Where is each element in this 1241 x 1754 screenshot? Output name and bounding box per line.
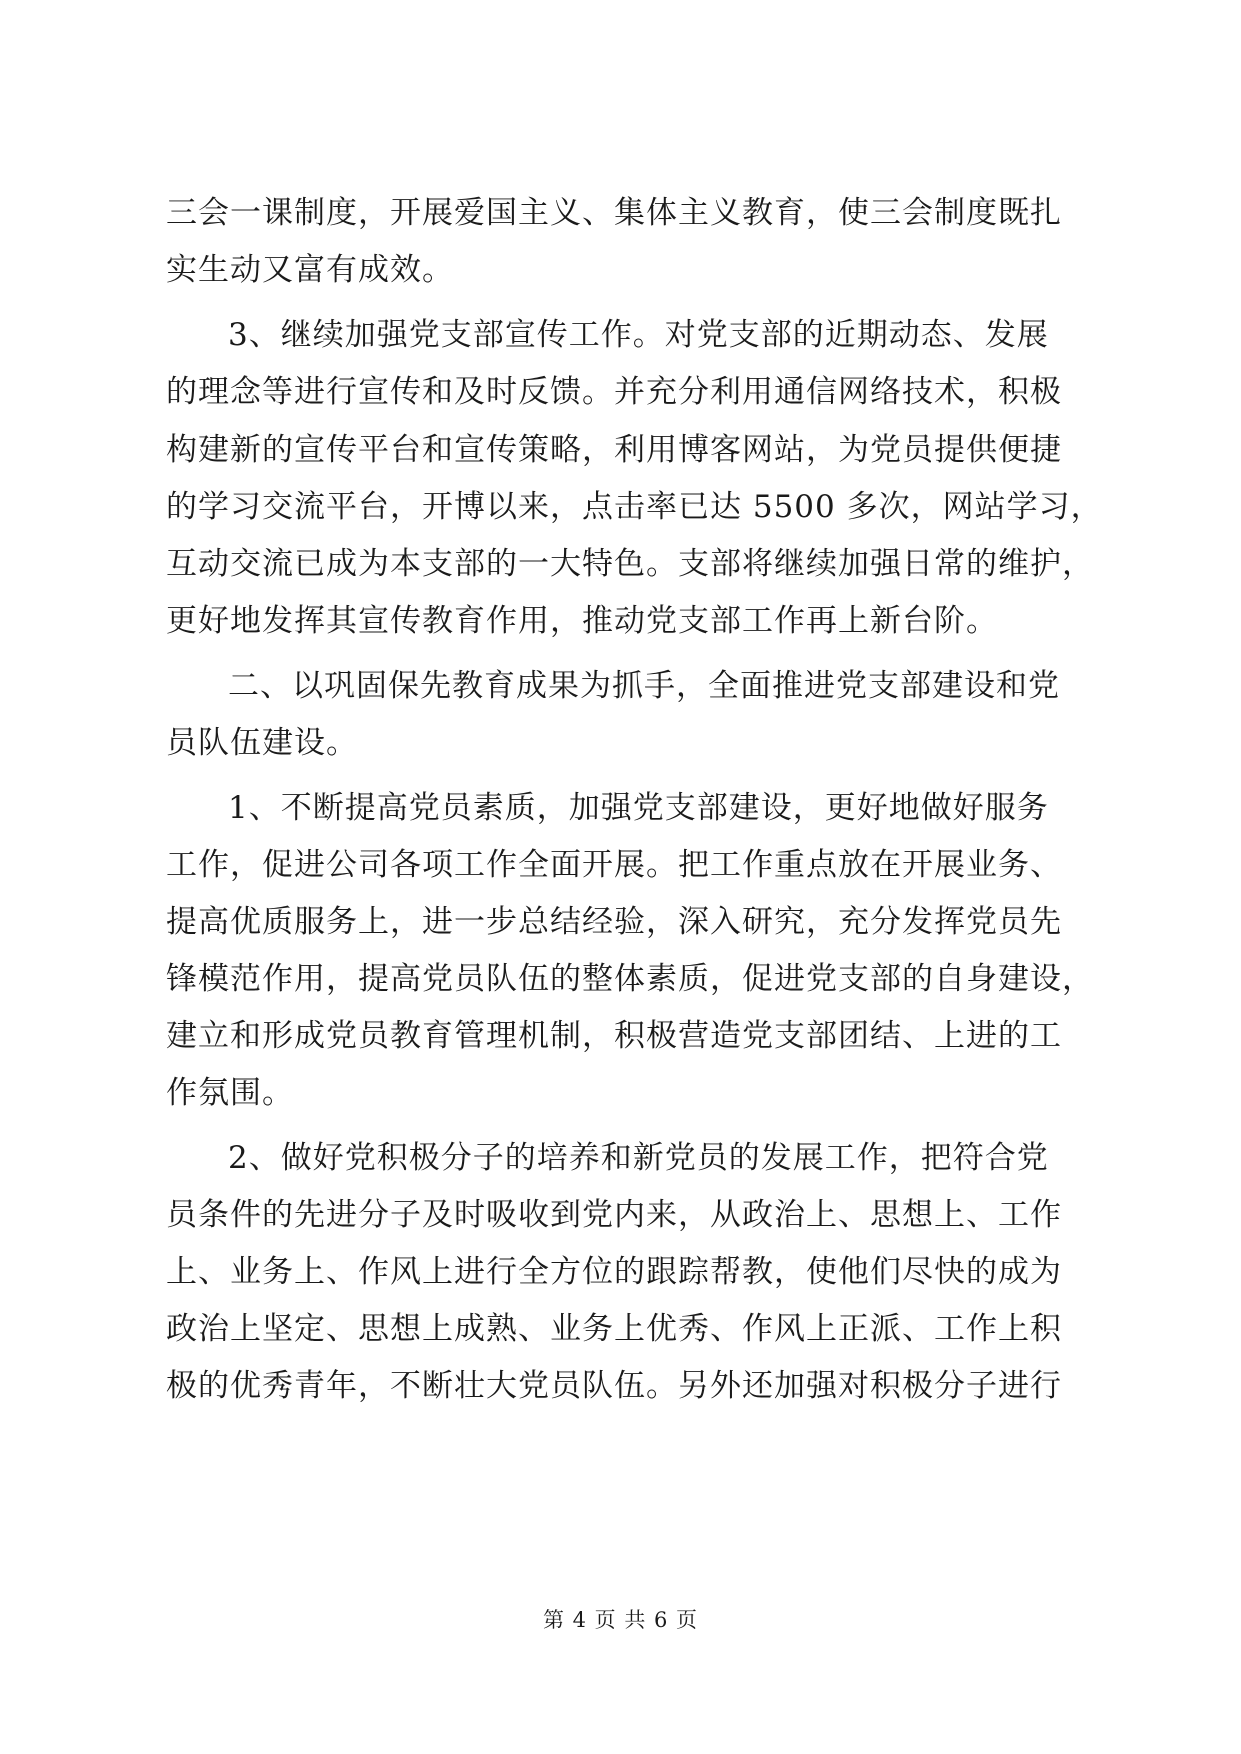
paragraph-line: 提高优质服务上，进一步总结经验，深入研究，充分发挥党员先: [166, 904, 1062, 940]
paragraph-line: 更好地发挥其宣传教育作用，推动党支部工作再上新台阶。: [166, 603, 998, 639]
paragraph-line: 员条件的先进分子及时吸收到党内来，从政治上、思想上、工作: [166, 1197, 1062, 1233]
paragraph-line: 实生动又富有成效。: [166, 252, 454, 288]
paragraph-line: 2、做好党积极分子的培养和新党员的发展工作，把符合党: [228, 1140, 1049, 1176]
paragraph-line: 政治上坚定、思想上成熟、业务上优秀、作风上正派、工作上积: [166, 1311, 1062, 1347]
paragraph-line: 工作，促进公司各项工作全面开展。把工作重点放在开展业务、: [166, 847, 1062, 883]
paragraph-line: 1、不断提高党员素质，加强党支部建设，更好地做好服务: [228, 790, 1049, 826]
paragraph-line: 三会一课制度，开展爱国主义、集体主义教育，使三会制度既扎: [166, 195, 1062, 231]
paragraph-line: 的理念等进行宣传和及时反馈。并充分利用通信网络技术，积极: [166, 374, 1062, 410]
paragraph-line: 作氛围。: [166, 1075, 294, 1111]
paragraph-line: 3、继续加强党支部宣传工作。对党支部的近期动态、发展: [228, 317, 1049, 353]
paragraph-line: 建立和形成党员教育管理机制，积极营造党支部团结、上进的工: [166, 1018, 1062, 1054]
paragraph-line: 构建新的宣传平台和宣传策略，利用博客网站，为党员提供便捷: [166, 432, 1062, 468]
page-footer: 第 4 页 共 6 页: [542, 1608, 699, 1632]
paragraph-line: 的学习交流平台，开博以来，点击率已达 5500 多次，网站学习，: [166, 489, 1103, 525]
paragraph-line: 二、以巩固保先教育成果为抓手，全面推进党支部建设和党: [228, 668, 1060, 704]
paragraph-line: 员队伍建设。: [166, 725, 358, 761]
paragraph-line: 锋模范作用，提高党员队伍的整体素质，促进党支部的自身建设，: [166, 961, 1094, 997]
paragraph-line: 互动交流已成为本支部的一大特色。支部将继续加强日常的维护，: [166, 546, 1094, 582]
paragraph-line: 上、业务上、作风上进行全方位的跟踪帮教，使他们尽快的成为: [166, 1254, 1062, 1290]
paragraph-line: 极的优秀青年，不断壮大党员队伍。另外还加强对积极分子进行: [166, 1368, 1062, 1404]
